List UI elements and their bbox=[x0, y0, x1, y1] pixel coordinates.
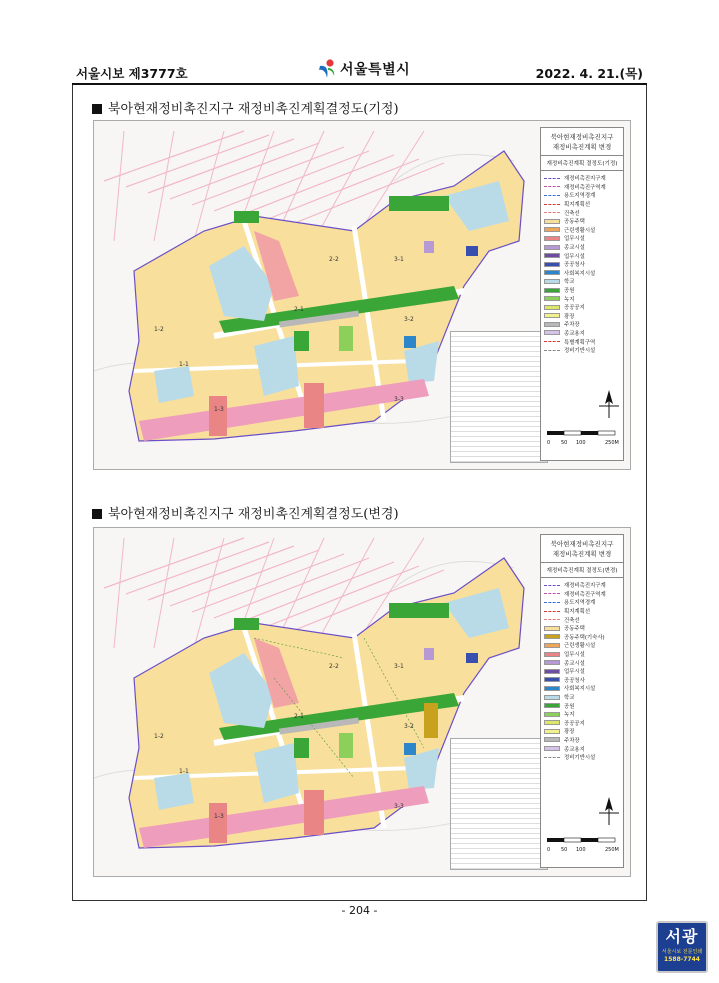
legend-label: 근린생활시설 bbox=[564, 643, 596, 650]
dormitory-block bbox=[424, 703, 438, 738]
legend-label: 공동주택 bbox=[564, 219, 585, 226]
street-line bbox=[148, 139, 294, 193]
legend-item bbox=[544, 277, 620, 286]
legend-swatch bbox=[544, 178, 560, 179]
legend-label: 공원 bbox=[564, 288, 575, 295]
legend-item bbox=[544, 217, 620, 226]
legend-label: 종교시설 bbox=[564, 660, 585, 667]
legend-label: 획지계획선 bbox=[564, 202, 591, 209]
street-line bbox=[236, 155, 394, 217]
legend-label: 공동주택 bbox=[564, 626, 585, 633]
legend-item bbox=[544, 650, 620, 659]
legend-swatch bbox=[544, 602, 560, 603]
zone-label: 2-2 bbox=[329, 256, 339, 263]
legend-item bbox=[544, 312, 620, 321]
park-block bbox=[389, 196, 449, 211]
north-arrow-icon bbox=[599, 390, 619, 420]
legend-item bbox=[544, 615, 620, 624]
street-line bbox=[148, 546, 294, 600]
legend-label: 학교 bbox=[564, 695, 575, 702]
welfare-block bbox=[404, 743, 416, 755]
legend-swatch bbox=[544, 619, 560, 620]
gazette-issue: 서울시보 제3777호 bbox=[76, 66, 188, 81]
legend-swatch bbox=[544, 712, 560, 717]
park-block bbox=[389, 603, 449, 618]
zone-label: 1-2 bbox=[154, 326, 164, 333]
badge-sub: 서울시보 전문인쇄 bbox=[661, 949, 703, 955]
legend-label: 건축선 bbox=[564, 210, 580, 217]
legend-items bbox=[541, 578, 623, 764]
legend-item bbox=[544, 684, 620, 693]
zone-label: 3-2 bbox=[404, 316, 414, 323]
north-arrow-icon bbox=[599, 797, 619, 827]
legend-swatch bbox=[544, 227, 560, 232]
legend-item bbox=[544, 701, 620, 710]
legend-swatch bbox=[544, 253, 560, 258]
legend-item bbox=[544, 260, 620, 269]
legend-swatch bbox=[544, 611, 560, 612]
street-line bbox=[126, 135, 269, 187]
legend-item bbox=[544, 710, 620, 719]
street-line bbox=[114, 538, 124, 648]
business-block bbox=[209, 396, 227, 436]
legend-swatch bbox=[544, 585, 560, 586]
zone-label: 3-1 bbox=[394, 663, 404, 670]
table-row bbox=[451, 457, 547, 462]
legend-label: 공원 bbox=[564, 703, 575, 710]
seoul-logo bbox=[317, 56, 410, 82]
legend-swatch bbox=[544, 669, 560, 674]
office-block bbox=[466, 653, 478, 663]
legend-label: 정비기반시설 bbox=[564, 348, 596, 355]
legend-swatch bbox=[544, 593, 560, 594]
legend-label: 특별계획구역 bbox=[564, 339, 596, 346]
legend-swatch bbox=[544, 686, 560, 691]
buffer-green bbox=[339, 326, 353, 351]
business-block bbox=[304, 383, 324, 428]
park-block bbox=[234, 211, 259, 223]
plan-map-existing bbox=[93, 120, 631, 470]
legend-title: 북아현재정비촉진지구 bbox=[550, 540, 614, 548]
legend-item bbox=[544, 753, 620, 762]
legend-label: 종교용지 bbox=[564, 330, 585, 337]
street-line bbox=[154, 538, 174, 648]
legend-label: 공공공지 bbox=[564, 305, 585, 312]
legend-item bbox=[544, 303, 620, 312]
legend-swatch bbox=[544, 677, 560, 682]
legend-label: 업무시설 bbox=[564, 669, 585, 676]
publish-date: 2022. 4. 21.(목) bbox=[535, 66, 643, 81]
zone-label: 3-3 bbox=[394, 396, 404, 403]
legend-caption: 재정비촉진계획 결정도(기정) bbox=[541, 156, 623, 171]
legend-item bbox=[544, 234, 620, 243]
legend-item bbox=[544, 174, 620, 183]
legend-caption: 재정비촉진계획 결정도(변경) bbox=[541, 563, 623, 578]
legend-item bbox=[544, 581, 620, 590]
legend-swatch bbox=[544, 643, 560, 648]
zone-label: 2-2 bbox=[329, 663, 339, 670]
legend-label: 획지계획선 bbox=[564, 609, 591, 616]
legend-swatch bbox=[544, 270, 560, 275]
legend-swatch bbox=[544, 296, 560, 301]
section-title-changed: 북아현재정비촉진지구 재정비촉진계획결정도(변경) bbox=[92, 503, 399, 522]
scale-tick: 250M bbox=[605, 440, 619, 446]
legend-item bbox=[544, 633, 620, 642]
legend-item bbox=[544, 736, 620, 745]
legend-swatch bbox=[544, 330, 560, 335]
legend-swatch bbox=[544, 703, 560, 708]
zone-label: 1-1 bbox=[179, 361, 189, 368]
plan-map-changed bbox=[93, 527, 631, 877]
scale-tick: 100 bbox=[576, 440, 586, 446]
legend-item bbox=[544, 294, 620, 303]
scale-bar bbox=[547, 428, 617, 450]
legend-item bbox=[544, 208, 620, 217]
map-legend bbox=[540, 127, 624, 461]
buffer-green bbox=[339, 733, 353, 758]
legend-label: 업무시설 bbox=[564, 236, 585, 243]
table-row bbox=[451, 864, 547, 869]
plan-detail-table bbox=[450, 738, 551, 870]
legend-item bbox=[544, 641, 620, 650]
legend-label: 업무시설 bbox=[564, 253, 585, 260]
legend-item bbox=[544, 269, 620, 278]
legend-swatch bbox=[544, 634, 560, 639]
legend-swatch bbox=[544, 236, 560, 241]
scale-tick: 250M bbox=[605, 847, 619, 853]
legend-label: 주차장 bbox=[564, 322, 580, 329]
square-bullet-icon bbox=[92, 509, 102, 519]
religious-block bbox=[424, 241, 434, 253]
legend-label: 용도지역경계 bbox=[564, 600, 596, 607]
legend-label: 용도지역경계 bbox=[564, 193, 596, 200]
park-block bbox=[294, 331, 309, 351]
legend-item bbox=[544, 719, 620, 728]
legend-label: 공공청사 bbox=[564, 262, 585, 269]
legend-item bbox=[544, 658, 620, 667]
section-title-existing: 북아현재정비촉진지구 재정비촉진계획결정도(기정) bbox=[92, 98, 399, 117]
legend-swatch bbox=[544, 212, 560, 213]
legend-label: 학교 bbox=[564, 279, 575, 286]
legend-swatch bbox=[544, 262, 560, 267]
legend-swatch bbox=[544, 720, 560, 725]
legend-item bbox=[544, 590, 620, 599]
scale-tick: 50 bbox=[561, 847, 568, 853]
legend-swatch bbox=[544, 219, 560, 224]
zone-label: 3-3 bbox=[394, 803, 404, 810]
zone-label: 3-2 bbox=[404, 723, 414, 730]
park-block bbox=[234, 618, 259, 630]
legend-swatch bbox=[544, 729, 560, 734]
legend-label: 재정비촉진지구계 bbox=[564, 583, 606, 590]
zone-label: 1-3 bbox=[214, 813, 224, 820]
legend-item bbox=[544, 243, 620, 252]
legend-swatch bbox=[544, 695, 560, 700]
legend-swatch bbox=[544, 757, 560, 758]
zone-label: 3-1 bbox=[394, 256, 404, 263]
legend-swatch bbox=[544, 305, 560, 310]
square-bullet-icon bbox=[92, 104, 102, 114]
page-header bbox=[72, 56, 647, 84]
legend-item bbox=[544, 667, 620, 676]
legend-label: 광장 bbox=[564, 313, 575, 320]
legend-label: 정비기반시설 bbox=[564, 755, 596, 762]
legend-swatch bbox=[544, 313, 560, 318]
legend-swatch bbox=[544, 660, 560, 665]
scale-bar bbox=[547, 835, 617, 857]
legend-swatch bbox=[544, 245, 560, 250]
street-line bbox=[154, 131, 174, 241]
business-block bbox=[209, 803, 227, 843]
map-legend bbox=[540, 534, 624, 868]
park-block bbox=[294, 738, 309, 758]
scale-tick: 50 bbox=[561, 440, 568, 446]
legend-label: 주차장 bbox=[564, 737, 580, 744]
legend-item bbox=[544, 598, 620, 607]
legend-item bbox=[544, 624, 620, 633]
office-block bbox=[466, 246, 478, 256]
legend-item bbox=[544, 183, 620, 192]
legend-label: 종교시설 bbox=[564, 245, 585, 252]
legend-label: 종교용지 bbox=[564, 746, 585, 753]
legend-item bbox=[544, 286, 620, 295]
street-line bbox=[236, 562, 394, 624]
street-line bbox=[104, 538, 244, 588]
legend-label: 재정비촉진지구계 bbox=[564, 176, 606, 183]
scale-tick: 100 bbox=[576, 847, 586, 853]
legend-item bbox=[544, 200, 620, 209]
legend-title: 북아현재정비촉진지구 bbox=[550, 133, 614, 141]
legend-swatch bbox=[544, 652, 560, 657]
street-line bbox=[104, 131, 244, 181]
badge-phone: 1588-7744 bbox=[664, 956, 700, 963]
legend-swatch bbox=[544, 322, 560, 327]
legend-label: 녹지 bbox=[564, 296, 575, 303]
legend-swatch bbox=[544, 737, 560, 742]
legend-item bbox=[544, 676, 620, 685]
legend-item bbox=[544, 693, 620, 702]
legend-items bbox=[541, 171, 623, 357]
legend-label: 건축선 bbox=[564, 617, 580, 624]
legend-swatch bbox=[544, 626, 560, 631]
legend-item bbox=[544, 337, 620, 346]
legend-label: 사회복지시설 bbox=[564, 686, 596, 693]
welfare-block bbox=[404, 336, 416, 348]
seoul-logo-icon bbox=[317, 58, 337, 80]
business-block bbox=[304, 790, 324, 835]
legend-label: 녹지 bbox=[564, 712, 575, 719]
legend-label: 공공청사 bbox=[564, 677, 585, 684]
legend-swatch bbox=[544, 204, 560, 205]
legend-item bbox=[544, 727, 620, 736]
legend-item bbox=[544, 744, 620, 753]
legend-label: 재정비촉진구역계 bbox=[564, 184, 606, 191]
legend-item bbox=[544, 329, 620, 338]
street-line bbox=[192, 554, 344, 612]
religious-block bbox=[424, 648, 434, 660]
legend-swatch bbox=[544, 746, 560, 751]
zone-label: 1-1 bbox=[179, 768, 189, 775]
badge-name: 서광 bbox=[665, 927, 699, 946]
legend-label: 공동주택(기숙사) bbox=[564, 634, 605, 641]
zone-label: 2-1 bbox=[294, 713, 304, 720]
legend-label: 근린생활시설 bbox=[564, 227, 596, 234]
legend-item bbox=[544, 607, 620, 616]
legend-swatch bbox=[544, 195, 560, 196]
plan-detail-table bbox=[450, 331, 551, 463]
legend-item bbox=[544, 191, 620, 200]
street-line bbox=[126, 542, 269, 594]
street-line bbox=[192, 147, 344, 205]
zone-label: 1-2 bbox=[154, 733, 164, 740]
legend-label: 재정비촉진구역계 bbox=[564, 591, 606, 598]
legend-subtitle: 재정비촉진계획 변경 bbox=[552, 143, 612, 151]
legend-item bbox=[544, 320, 620, 329]
legend-item bbox=[544, 226, 620, 235]
scale-tick: 0 bbox=[547, 440, 551, 446]
legend-label: 광장 bbox=[564, 729, 575, 736]
legend-item bbox=[544, 251, 620, 260]
legend-swatch bbox=[544, 341, 560, 342]
legend-label: 업무시설 bbox=[564, 652, 585, 659]
legend-subtitle: 재정비촉진계획 변경 bbox=[552, 550, 612, 558]
legend-item bbox=[544, 346, 620, 355]
printer-badge bbox=[656, 921, 708, 973]
street-line bbox=[114, 131, 124, 241]
legend-swatch bbox=[544, 288, 560, 293]
legend-label: 사회복지시설 bbox=[564, 270, 596, 277]
seoul-logo-text: 서울특별시 bbox=[340, 62, 411, 78]
page-number: - 204 - bbox=[341, 904, 378, 917]
scale-tick: 0 bbox=[547, 847, 551, 853]
zone-label: 2-1 bbox=[294, 306, 304, 313]
legend-swatch bbox=[544, 186, 560, 187]
zone-label: 1-3 bbox=[214, 406, 224, 413]
legend-label: 공공공지 bbox=[564, 720, 585, 727]
legend-swatch bbox=[544, 350, 560, 351]
legend-swatch bbox=[544, 279, 560, 284]
